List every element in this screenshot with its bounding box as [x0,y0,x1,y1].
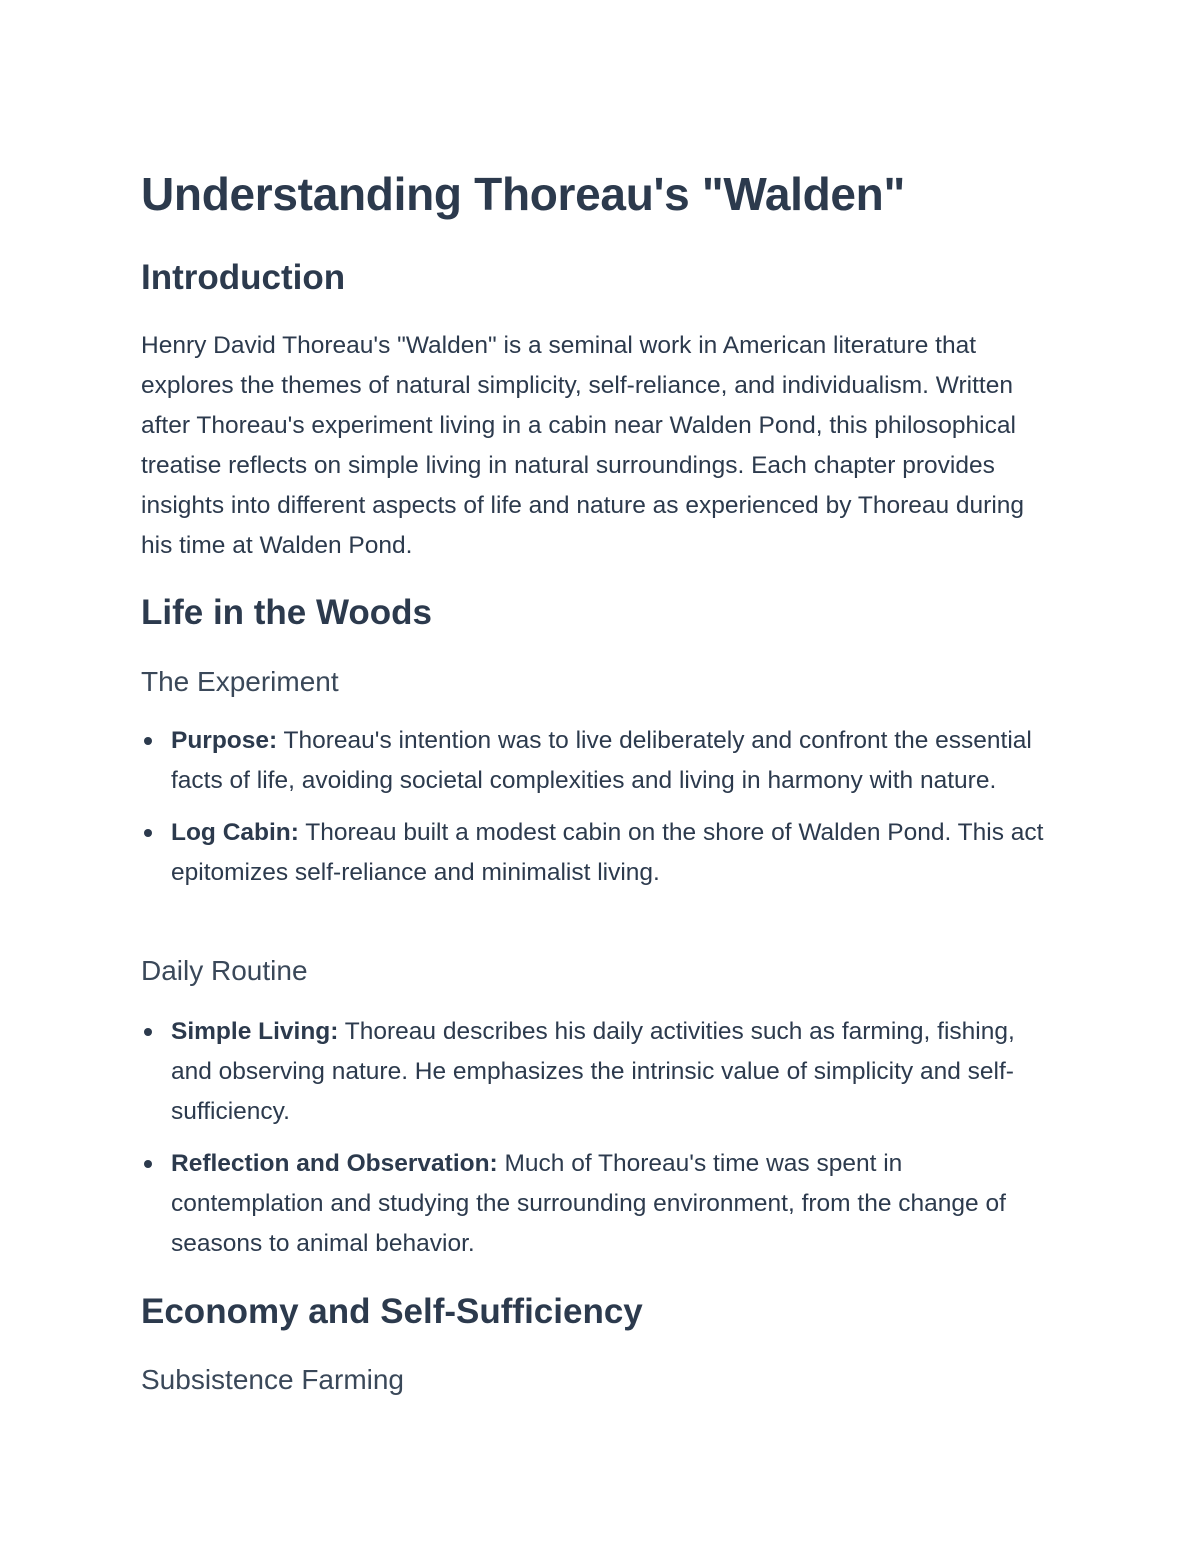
list-item-text: Thoreau built a modest cabin on the shore of Walden Pond. This act epitomizes self-reliance and minimalist living. [171,819,1044,886]
intro-paragraph: Henry David Thoreau's "Walden" is a seminal work in American literature that explores the themes of natural simplicity, self-reliance, and individualism. Written after Thoreau's experiment living in a cabin near Walden Pond, this philosophical treatise reflects on simple living in natural surroundings. Each chapter provides insights into different aspects of life and nature as experienced by Thoreau during his time at Walden Pond. [141,332,1025,559]
page-title: Understanding Thoreau's "Walden" [141,168,905,220]
list-item-purpose [141,721,1056,801]
section-heading-introduction: Introduction [141,258,346,297]
subsection-heading-daily-routine: Daily Routine [141,955,308,986]
subsection-heading-subsistence-farming: Subsistence Farming [141,1364,405,1395]
list-item-text: Thoreau's intention was to live deliberately and confront the essential facts of life, avoiding societal complexities and living in harmony with nature. [171,727,1032,794]
list-item-reflection-and-observation [141,1144,1056,1264]
list-item-text: Much of Thoreau's time was spent in contemplation and studying the surrounding environment, from the change of seasons to animal behavior. [171,1150,1006,1257]
experiment-list [141,721,1056,905]
subsection-heading-the-experiment: The Experiment [141,666,339,697]
list-item-log-cabin [141,813,1056,893]
section-heading-economy: Economy and Self-Sufficiency [141,1292,643,1331]
list-item-term: Log Cabin: [171,819,299,846]
routine-list [141,1012,1056,1276]
list-item-text: Thoreau describes his daily activities such as farming, fishing, and observing nature. He emphasizes the intrinsic value of simplicity and self-sufficiency. [171,1018,1015,1125]
list-item-term: Purpose: [171,727,278,754]
list-item-term: Simple Living: [171,1018,339,1045]
list-item-simple-living [141,1012,1056,1132]
list-item-term: Reflection and Observation: [171,1150,498,1177]
section-heading-life-in-the-woods: Life in the Woods [141,593,433,632]
